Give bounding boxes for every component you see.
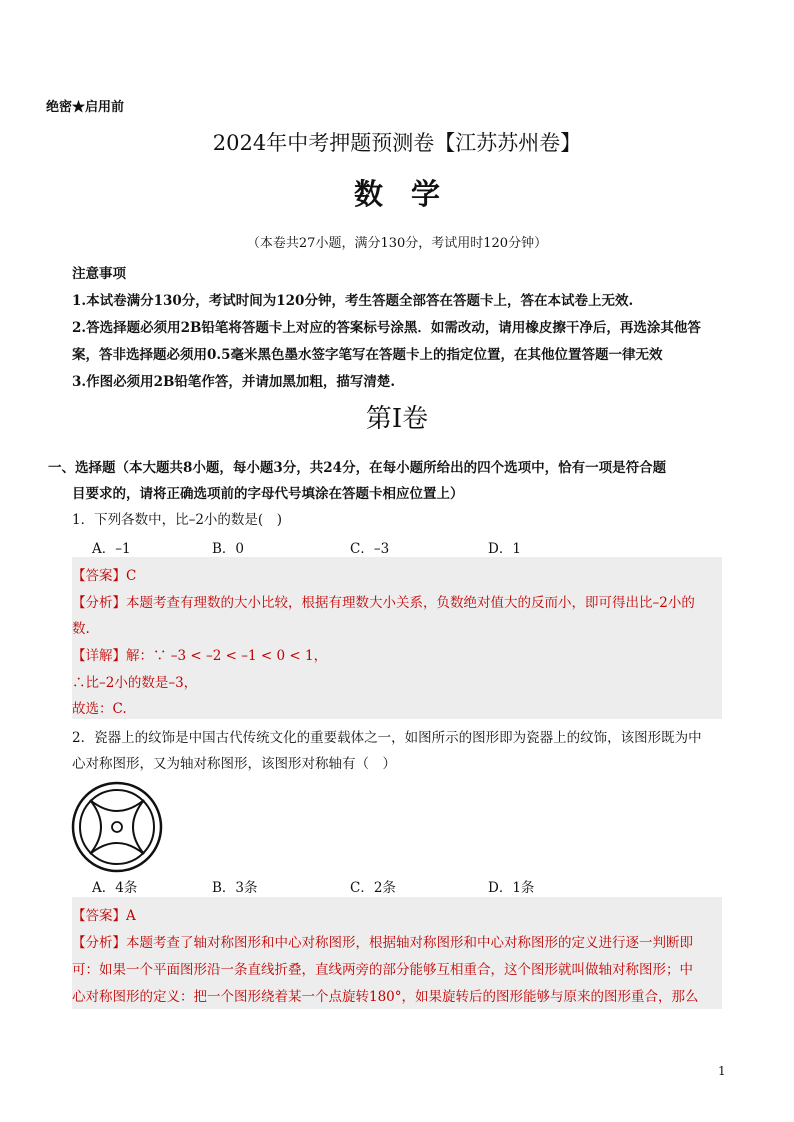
note-line: 3.作图必须用2B铅笔作答，并请加黑加粗，描写清楚.: [72, 374, 396, 390]
ornament-figure: [70, 780, 164, 878]
detail-line: 【详解】解：∵ –3 < –2 < –1 < 0 < 1，: [72, 648, 328, 664]
analysis-line: 【分析】本题考查了轴对称图形和中心对称图形，根据轴对称图形和中心对称图形的定义进行逐一判断即: [72, 935, 693, 951]
notes-heading: 注意事项: [72, 266, 126, 282]
option-c: C．–3: [350, 541, 390, 557]
option-d: D．1条: [488, 880, 535, 896]
option-a: A．4条: [92, 880, 138, 896]
detail-line: ∴比–2小的数是–3，: [72, 675, 198, 691]
secret-label: 绝密★启用前: [46, 100, 125, 115]
part-heading: 一、选择题（本大题共8小题，每小题3分，共24分，在每小题所给出的四个选项中，恰有一项是符合题: [48, 460, 667, 476]
exam-info: （本卷共27小题，满分130分，考试用时120分钟）: [246, 236, 548, 251]
answer-line: 【答案】C: [72, 568, 137, 584]
exam-title: 2024年中考押题预测卷【江苏苏州卷】: [212, 131, 582, 155]
solution-box: [72, 557, 722, 719]
answer-line: 【答案】A: [72, 908, 136, 924]
part-heading: 目要求的，请将正确选项前的字母代号填涂在答题卡相应位置上）: [72, 486, 464, 502]
note-line: 1.本试卷满分130分，考试时间为120分钟，考生答题全部答在答题卡上，答在本试卷上无效.: [72, 293, 634, 309]
option-c: C．2条: [350, 880, 396, 896]
analysis-line: 可：如果一个平面图形沿一条直线折叠，直线两旁的部分能够互相重合，这个图形就叫做轴对称图形；中: [72, 962, 693, 978]
note-line: 2.答选择题必须用2B铅笔将答题卡上对应的答案标号涂黑．如需改动，请用橡皮擦干净后，再选涂其他答: [72, 320, 701, 336]
detail-line: 故选：C.: [72, 701, 127, 717]
analysis-line: 数.: [72, 621, 90, 637]
section-title: 第Ⅰ卷: [365, 404, 429, 434]
question-stem: 心对称图形，又为轴对称图形，该图形对称轴有（ ）: [72, 756, 396, 772]
page-number: 1: [718, 1064, 726, 1078]
option-a: A．–1: [92, 541, 131, 557]
option-d: D．1: [488, 541, 521, 557]
option-b: B．0: [212, 541, 245, 557]
analysis-line: 【分析】本题考查有理数的大小比较，根据有理数大小关系，负数绝对值大的反而小，即可得出比–2小的: [72, 595, 695, 611]
question-stem: 2．瓷器上的纹饰是中国古代传统文化的重要载体之一，如图所示的图形即为瓷器上的纹饰，该图形既为中: [72, 730, 702, 746]
option-b: B．3条: [212, 880, 258, 896]
subject-title: 数学: [353, 177, 468, 211]
note-line: 案，答非选择题必须用0.5毫米黑色墨水签字笔写在答题卡上的指定位置，在其他位置答题一律无效: [72, 347, 663, 363]
question-stem: 1．下列各数中，比–2小的数是( ): [72, 512, 282, 528]
analysis-line: 心对称图形的定义：把一个图形绕着某一个点旋转180°，如果旋转后的图形能够与原来的图形重合，那么: [72, 989, 699, 1005]
